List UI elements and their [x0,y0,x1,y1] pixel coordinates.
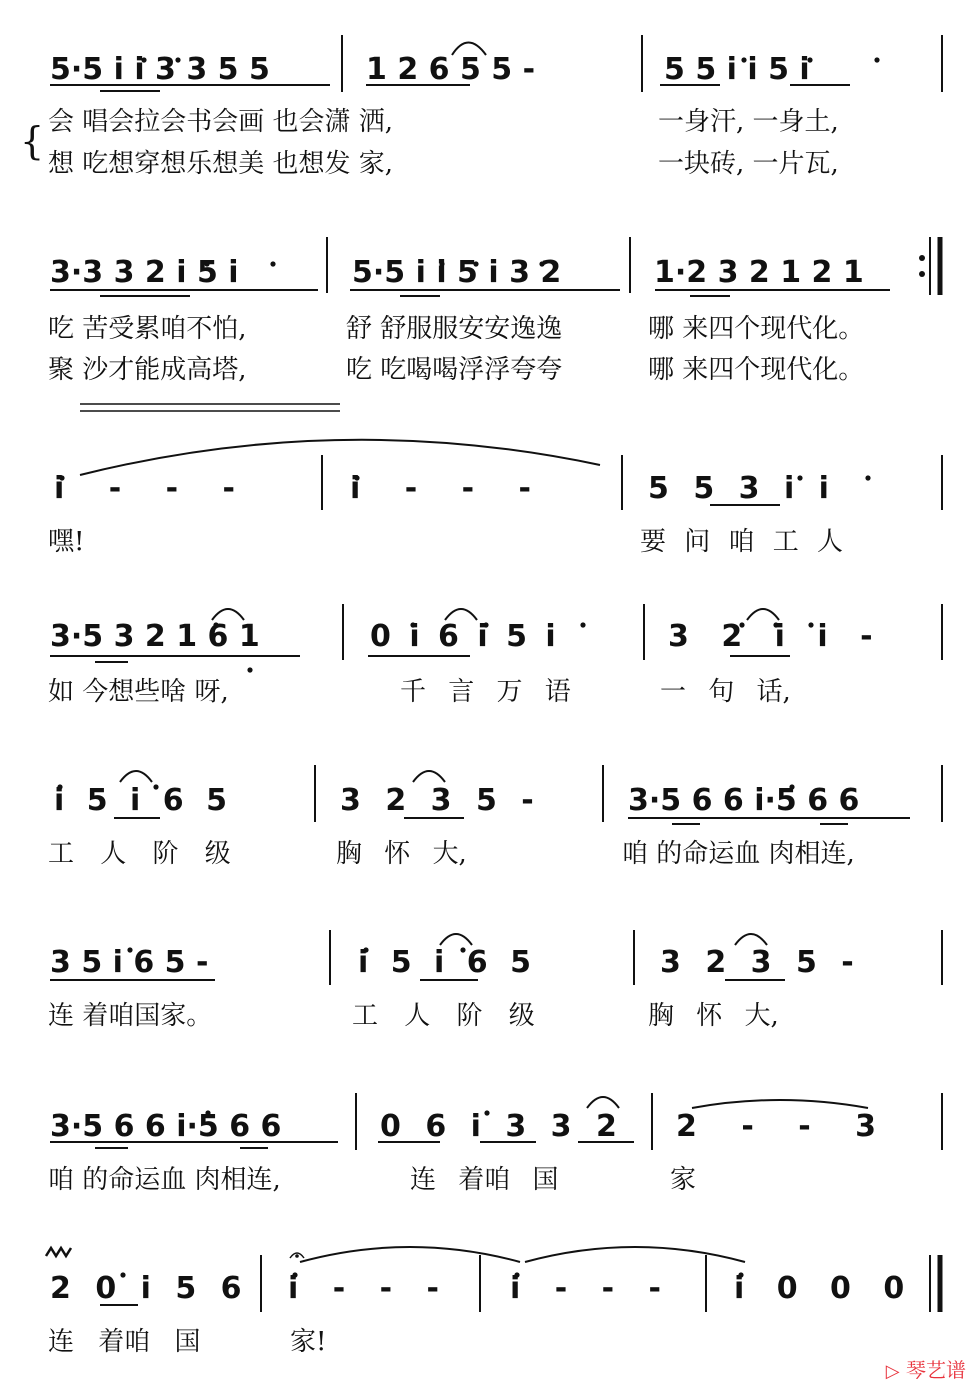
lyric-7-1: 咱 的命运血 肉相连, [48,1165,281,1195]
lyric-5-2: 胸 怀 大, [336,839,467,869]
measure-8-3: i - - - [510,1271,661,1306]
measure-2-1: 3·3 3 2 i 5 i [50,255,239,290]
measure-8-1: 2 0 i 5 6 [50,1271,242,1306]
lyric-2b-1: 聚 沙才能成高塔, [48,355,247,385]
measure-1-3: 5 5 i i 5 i [664,52,810,87]
lyric-4-2: 千 言 万 语 [400,677,571,707]
measure-1-2: 1 2 6 5 5 - [366,52,536,87]
lyric-3-1: 嘿! [48,527,85,557]
measure-7-1: 3·5 6 6 i·5 6 6 [50,1109,282,1144]
lyric-4-1: 如 今想些啥 呀, [48,677,229,707]
measure-2-2: 5·5 i i 5 i 3 2 [352,255,562,290]
measure-3-2: i - - - [350,471,531,506]
measure-5-2: 3 2 3 5 - [340,783,534,818]
measure-6-3: 3 2 3 5 - [660,945,854,980]
lyric-6-2: 工 人 阶 级 [352,1001,535,1031]
lyric-4-3: 一 句 话, [660,677,791,707]
measure-1-1: 5·5 i i 3 3 5 5 [50,52,270,87]
measure-4-1: 3·5 3 2 1 6 1 [50,619,260,654]
lyric-5-3: 咱 的命运血 肉相连, [622,839,855,869]
measure-6-1: 3 5 i 6 5 - [50,945,209,980]
lyric-1a-2: 一身汗, 一身土, [658,107,839,137]
measure-7-3: 2 - - 3 [676,1109,876,1144]
lyric-2a-2: 舒 舒服服安安逸逸 [346,314,563,344]
lyric-2b-3: 哪 来四个现代化。 [648,355,865,385]
lyric-3-2: 要 问 咱 工 人 [640,527,844,557]
measure-2-3: 1·2 3 2 1 2 1 [654,255,864,290]
measure-8-2: i - - - [288,1271,439,1306]
measure-6-2: i 5 i 6 5 [358,945,531,980]
lyric-2b-2: 吃 吃喝喝浮浮夸夸 [346,355,563,385]
lyric-1b-1: 想 吃想穿想乐想美 也想发 家, [48,149,394,179]
verse-brace: { [20,119,45,163]
lyric-2a-3: 哪 来四个现代化。 [648,314,865,344]
measure-5-1: i 5 i 6 5 [54,783,227,818]
lyric-8-1: 连 着咱 国 [48,1327,201,1357]
measure-3-3: 5 5 3 i i [648,471,829,506]
lyric-1a-1: 会 唱会拉会书会画 也会潇 洒, [48,107,394,137]
measure-8-4: i 0 0 0 [734,1271,905,1306]
measure-7-2: 0 6 i 3 3 2 [380,1109,617,1144]
lyric-7-3: 家 [670,1165,697,1195]
measure-4-3: 3 2 i i - [668,619,873,654]
measure-3-1: i - - - [54,471,235,506]
watermark-text: 琴艺谱 [906,1358,966,1382]
lyric-6-1: 连 着咱国家。 [48,1001,213,1031]
lyric-5-1: 工 人 阶 级 [48,839,231,869]
logo-icon: ▷ [885,1361,900,1382]
lyric-7-2: 连 着咱 国 [410,1165,559,1195]
lyric-8-2: 家! [290,1327,327,1357]
lyric-2a-1: 吃 苦受累咱不怕, [48,314,247,344]
measure-4-2: 0 i 6 i 5 i [370,619,556,654]
measure-5-3: 3·5 6 6 i·5 6 6 [628,783,860,818]
lyric-1b-2: 一块砖, 一片瓦, [658,149,839,179]
lyric-6-3: 胸 怀 大, [648,1001,779,1031]
watermark-logo [886,1354,966,1383]
